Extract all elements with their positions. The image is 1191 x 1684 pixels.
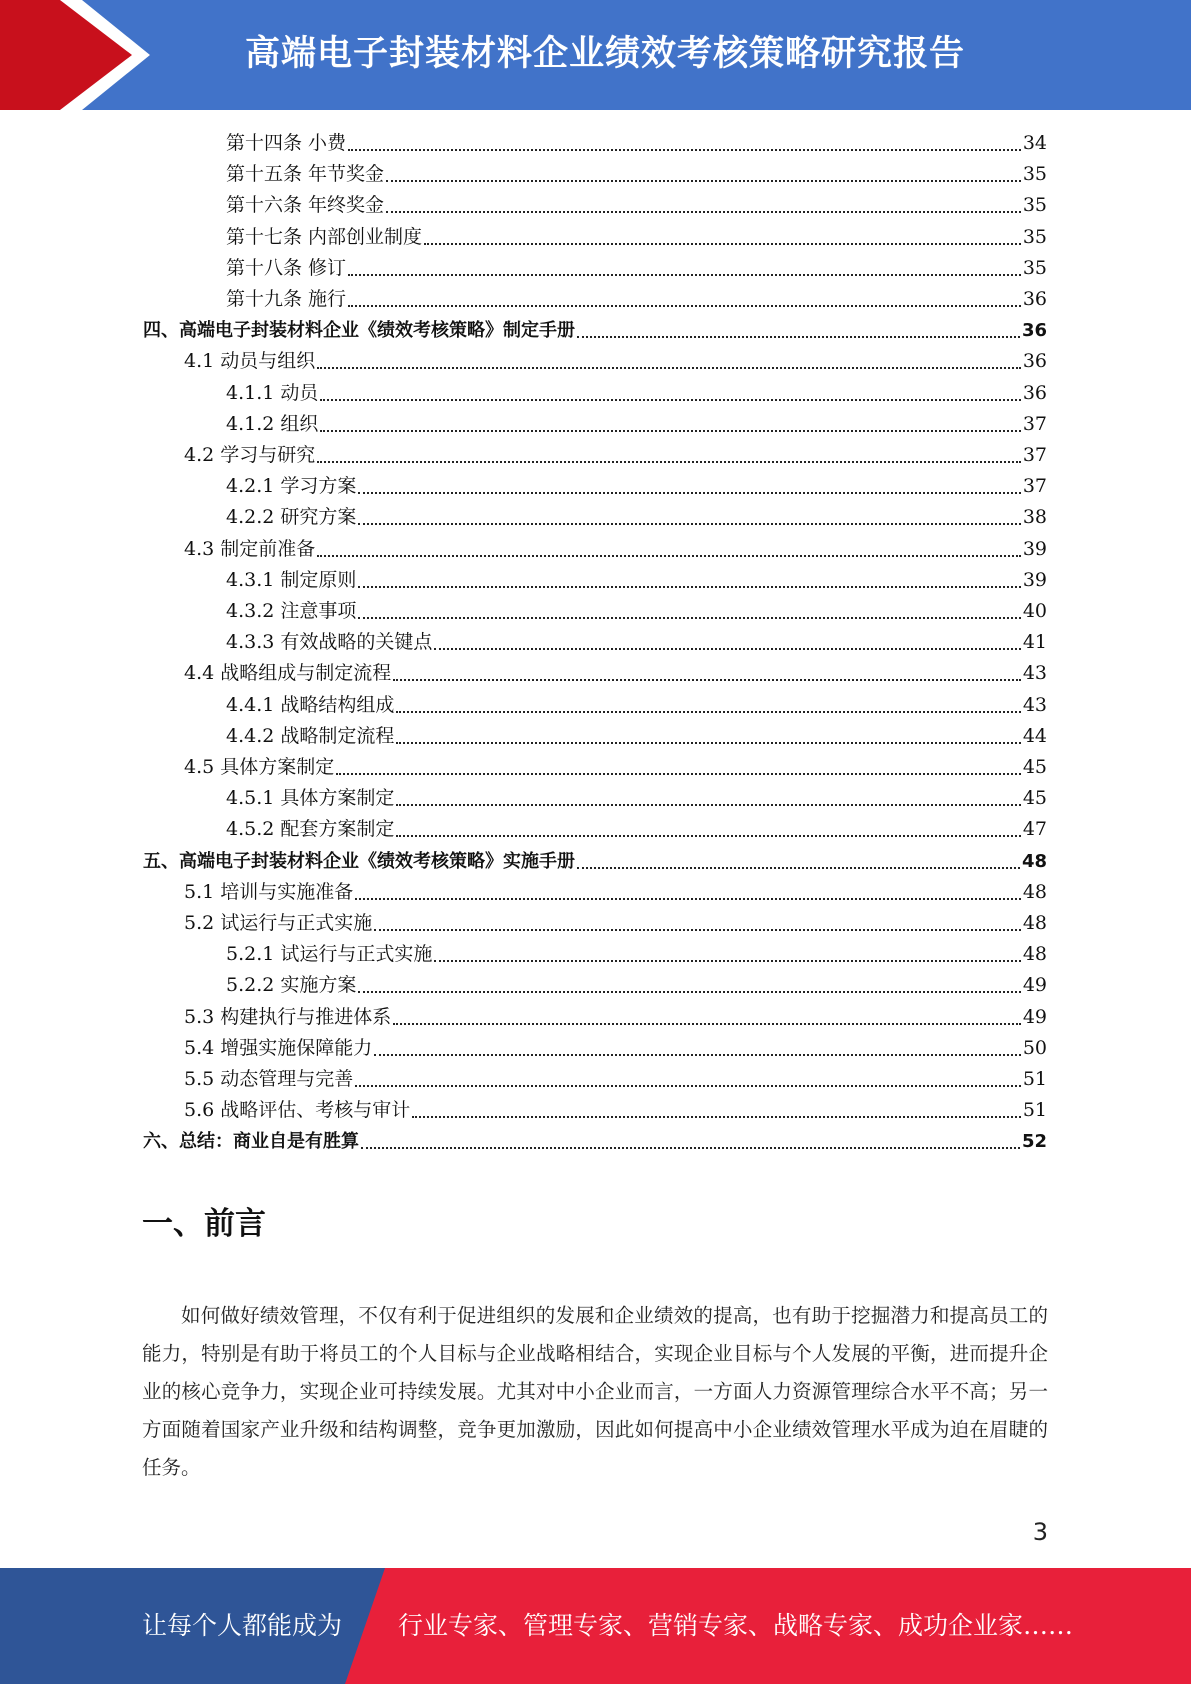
toc-entry-page: 35 (1022, 194, 1047, 217)
toc-entry-title: 第十九条 施行 (226, 288, 347, 310)
toc-entry[interactable] (184, 440, 1047, 471)
toc-entry-page: 51 (1022, 1099, 1047, 1122)
toc-entry[interactable] (184, 1095, 1047, 1126)
toc-entry-page: 49 (1022, 1005, 1047, 1028)
toc-entry-page: 48 (1022, 912, 1047, 934)
toc-entry-title: 五、高端电子封装材料企业《绩效考核策略》实施手册 (143, 850, 575, 872)
header-chevron-decoration (0, 0, 160, 110)
toc-entry[interactable] (226, 190, 1047, 221)
toc-entry-page: 49 (1022, 974, 1047, 997)
toc-entry-title: 4.4.1 战略结构组成 (226, 693, 395, 716)
toc-entry-title: 4.5.2 配套方案制定 (226, 818, 395, 841)
toc-entry-page: 36 (1021, 320, 1047, 342)
toc-entry-page: 36 (1022, 381, 1047, 404)
toc-entry[interactable] (226, 222, 1047, 253)
toc-entry[interactable] (184, 908, 1047, 939)
toc-dot-leader (396, 835, 1020, 837)
body-paragraph: 如何做好绩效管理，不仅有利于促进组织的发展和企业绩效的提高，也有助于挖掘潜力和提高员工的能力，特别是有助于将员工的个人目标与企业战略相结合，实现企业目标与个人发展的平衡，进而提升企业的核心竞争力，实现企业可持续发展。尤其对中小企业而言，一方面人力资源管理综合水平不高；另一方面随着国家产业升级和结构调整，竞争更加激励，因此如何提高中小企业绩效管理水平成为迫在眉睫的任务。 (142, 1304, 1048, 1479)
toc-entry-title: 4.5.1 具体方案制定 (226, 787, 395, 810)
toc-entry-title: 4.2.1 学习方案 (226, 475, 357, 498)
toc-entry-title: 4.1 动员与组织 (184, 350, 316, 373)
toc-entry-page: 41 (1022, 631, 1047, 654)
toc-entry[interactable] (226, 253, 1047, 284)
toc-entry-title: 第十六条 年终奖金 (226, 194, 385, 217)
toc-entry-title: 5.6 战略评估、考核与审计 (184, 1099, 411, 1122)
toc-entry-page: 47 (1022, 818, 1047, 841)
toc-entry[interactable] (143, 1126, 1047, 1157)
toc-entry[interactable] (184, 877, 1047, 908)
toc-entry-page: 38 (1022, 506, 1047, 529)
toc-entry[interactable] (226, 939, 1047, 970)
toc-entry-page: 51 (1022, 1068, 1047, 1090)
toc-entry-title: 第十八条 修订 (226, 256, 347, 279)
toc-dot-leader (374, 1054, 1021, 1056)
toc-entry-title: 4.3.3 有效战略的关键点 (226, 631, 433, 654)
toc-entry-page: 35 (1022, 225, 1047, 248)
toc-entry-page: 35 (1022, 163, 1047, 186)
toc-entry[interactable] (226, 159, 1047, 190)
toc-entry-page: 37 (1022, 475, 1047, 498)
toc-entry-page: 48 (1022, 943, 1047, 966)
toc-dot-leader (317, 367, 1021, 369)
toc-entry[interactable] (226, 721, 1047, 752)
toc-entry-title: 六、总结：商业自是有胜算 (143, 1131, 359, 1153)
toc-entry-page: 50 (1022, 1036, 1047, 1059)
toc-entry-page: 43 (1022, 662, 1047, 685)
toc-dot-leader (424, 243, 1021, 245)
toc-entry-title: 4.2.2 研究方案 (226, 506, 357, 529)
toc-dot-leader (348, 274, 1021, 276)
toc-dot-leader (412, 1116, 1021, 1118)
toc-entry-title: 4.1.2 组织 (226, 412, 319, 435)
toc-dot-leader (374, 929, 1021, 931)
toc-dot-leader (577, 867, 1020, 869)
toc-dot-leader (396, 742, 1020, 744)
toc-entry-title: 4.4.2 战略制定流程 (226, 724, 395, 747)
toc-entry-page: 48 (1021, 850, 1047, 872)
toc-entry-page: 52 (1021, 1131, 1047, 1153)
toc-dot-leader (577, 336, 1020, 338)
toc-entry[interactable] (226, 502, 1047, 533)
toc-dot-leader (336, 773, 1021, 775)
toc-dot-leader (320, 430, 1020, 432)
toc-entry-title: 四、高端电子封装材料企业《绩效考核策略》制定手册 (143, 320, 575, 342)
toc-entry-title: 4.5 具体方案制定 (184, 756, 335, 778)
toc-dot-leader (358, 617, 1020, 619)
toc-entry-title: 5.1 培训与实施准备 (184, 880, 354, 903)
toc-entry-title: 4.3.1 制定原则 (226, 568, 357, 591)
toc-entry[interactable] (226, 565, 1047, 596)
toc-entry-page: 44 (1022, 724, 1047, 747)
section-heading: 一、前言 (142, 1206, 266, 1242)
toc-entry-page: 45 (1022, 756, 1047, 778)
toc-entry-title: 4.3.2 注意事项 (226, 600, 357, 622)
toc-dot-leader (396, 804, 1020, 806)
page-number: 3 (1032, 1518, 1048, 1546)
toc-entry-title: 5.5 动态管理与完善 (184, 1068, 354, 1090)
toc-entry[interactable] (226, 128, 1047, 159)
toc-dot-leader (361, 1147, 1020, 1149)
toc-dot-leader (358, 492, 1020, 494)
toc-entry[interactable] (184, 1033, 1047, 1064)
toc-entry[interactable] (226, 627, 1047, 658)
toc-dot-leader (396, 711, 1020, 713)
header-title: 高端电子封装材料企业绩效考核策略研究报告 (245, 34, 966, 74)
toc-entry-title: 4.3 制定前准备 (184, 537, 316, 560)
toc-entry[interactable] (226, 783, 1047, 814)
toc-dot-leader (434, 648, 1020, 650)
toc-entry[interactable] (226, 284, 1047, 315)
toc-entry-page: 45 (1022, 787, 1047, 810)
toc-dot-leader (348, 305, 1021, 307)
toc-entry[interactable] (184, 1002, 1047, 1033)
toc-dot-leader (358, 586, 1020, 588)
toc-entry[interactable] (226, 596, 1047, 627)
toc-dot-leader (386, 211, 1021, 213)
toc-entry[interactable] (226, 409, 1047, 440)
toc-entry-page: 37 (1022, 412, 1047, 435)
toc-entry-page: 34 (1022, 132, 1047, 154)
toc-entry-page: 48 (1022, 880, 1047, 903)
toc-entry[interactable] (184, 752, 1047, 783)
toc-entry-page: 37 (1022, 444, 1047, 466)
toc-dot-leader (348, 149, 1021, 151)
toc-entry[interactable] (226, 814, 1047, 845)
toc-entry[interactable] (184, 1064, 1047, 1095)
toc-dot-leader (355, 898, 1021, 900)
toc-entry-title: 5.3 构建执行与推进体系 (184, 1005, 392, 1028)
toc-entry[interactable] (184, 534, 1047, 565)
toc-dot-leader (317, 461, 1021, 463)
footer-slogan-right: 行业专家、管理专家、营销专家、战略专家、成功企业家…… (398, 1611, 1074, 1640)
toc-entry-page: 39 (1022, 568, 1047, 591)
footer-slogan-left: 让每个人都能成为 (142, 1611, 343, 1640)
toc-dot-leader (317, 555, 1021, 557)
toc-entry[interactable] (184, 346, 1047, 377)
toc-dot-leader (358, 523, 1020, 525)
toc-dot-leader (393, 1023, 1021, 1025)
toc-entry-title: 第十四条 小费 (226, 132, 347, 154)
toc-entry-title: 5.2.1 试运行与正式实施 (226, 943, 433, 966)
toc-entry[interactable] (226, 690, 1047, 721)
toc-dot-leader (320, 399, 1020, 401)
toc-entry-title: 第十七条 内部创业制度 (226, 225, 423, 248)
toc-dot-leader (434, 960, 1020, 962)
toc-entry-page: 36 (1022, 288, 1047, 310)
toc-entry[interactable] (226, 970, 1047, 1001)
toc-dot-leader (393, 679, 1021, 681)
toc-dot-leader (386, 180, 1021, 182)
page-footer (0, 1568, 1191, 1684)
toc-entry-title: 5.4 增强实施保障能力 (184, 1036, 373, 1059)
toc-entry-title: 4.2 学习与研究 (184, 444, 316, 466)
toc-entry-title: 4.4 战略组成与制定流程 (184, 662, 392, 685)
toc-entry-page: 40 (1022, 600, 1047, 622)
toc-entry[interactable] (226, 378, 1047, 409)
toc-entry-title: 4.1.1 动员 (226, 381, 319, 404)
toc-entry-title: 5.2.2 实施方案 (226, 974, 357, 997)
toc-entry-title: 5.2 试运行与正式实施 (184, 912, 373, 934)
toc-entry-page: 36 (1022, 350, 1047, 373)
toc-entry[interactable] (226, 471, 1047, 502)
toc-dot-leader (358, 991, 1020, 993)
toc-entry[interactable] (184, 658, 1047, 689)
toc-entry[interactable] (143, 846, 1047, 877)
toc-entry-page: 35 (1022, 256, 1047, 279)
toc-entry[interactable] (143, 315, 1047, 346)
toc-entry-page: 43 (1022, 693, 1047, 716)
toc-entry-page: 39 (1022, 537, 1047, 560)
toc-entry-title: 第十五条 年节奖金 (226, 163, 385, 186)
toc-dot-leader (355, 1085, 1021, 1087)
page-header (0, 0, 1191, 110)
